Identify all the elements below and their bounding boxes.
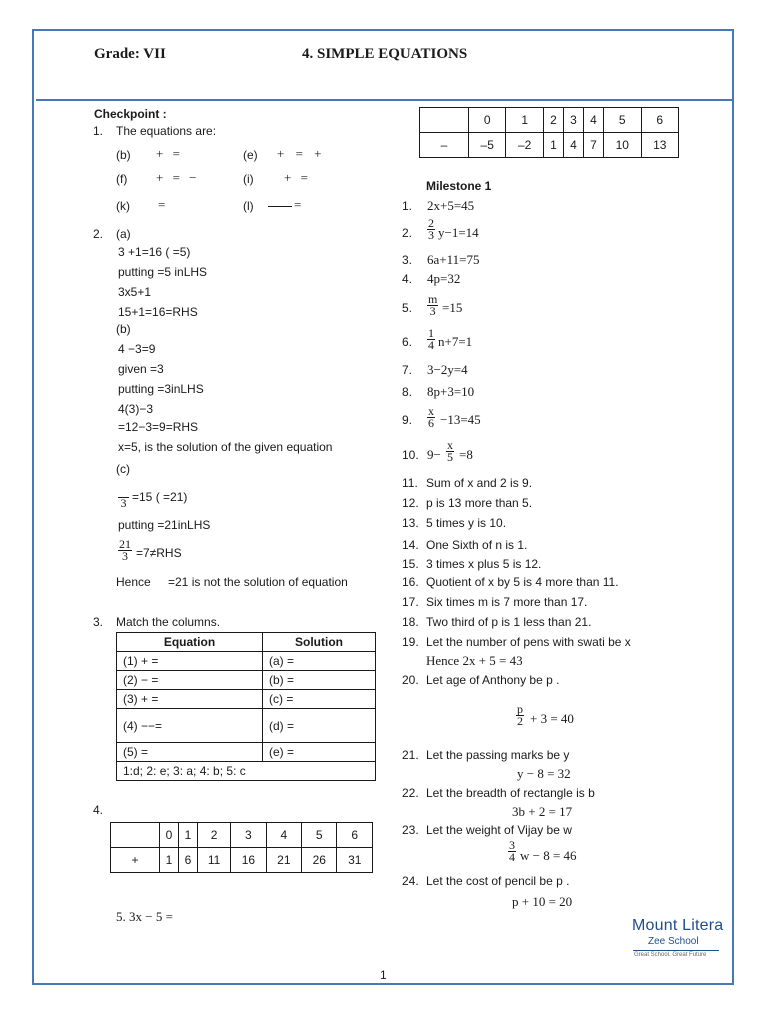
q2-c-fraction-2 xyxy=(118,539,132,562)
q2-b-line: 4 −3=9 xyxy=(118,342,156,356)
fraction-numerator: 2 xyxy=(428,216,434,230)
milestone-text: y − 8 = 32 xyxy=(517,766,571,781)
q2-b-line: given =3 xyxy=(118,362,164,376)
milestone-text: Hence 2x + 5 = 43 xyxy=(426,653,523,668)
milestone-number: 19. xyxy=(402,635,419,649)
q1-eq-f: + = − xyxy=(156,170,197,185)
school-logo-tagline: Great School. Great Future xyxy=(634,952,707,958)
match-solution: (a) = xyxy=(263,652,376,671)
q2-label-c: (c) xyxy=(116,462,130,476)
milestone-text: 4p=32 xyxy=(427,271,461,286)
milestone-text: + 3 = 40 xyxy=(530,711,574,726)
milestone-fraction xyxy=(427,406,435,429)
milestone-number: 23. xyxy=(402,823,419,837)
q2-c-line: =7≠RHS xyxy=(136,546,182,560)
q1-fraction-bar xyxy=(268,206,292,207)
milestone-text: 3−2y=4 xyxy=(427,362,468,377)
q2-a-line: putting =5 inLHS xyxy=(118,265,208,279)
milestone-text: =15 xyxy=(442,300,463,315)
match-solution: (b) = xyxy=(263,671,376,690)
match-equation: (2) − = xyxy=(117,671,263,690)
q2-a-line: 3 +1=16 ( =5) xyxy=(118,245,191,259)
right-top-cell: 1 xyxy=(506,108,543,133)
match-header-equation: Equation xyxy=(117,633,263,652)
q1-label-i: (i) xyxy=(243,172,254,186)
q4-top-cell: 1 xyxy=(178,823,197,848)
q4-bottom-cell: 26 xyxy=(302,848,337,873)
q2-a-line: 15+1=16=RHS xyxy=(118,305,198,319)
milestone-text: Quotient of x by 5 is 4 more than 11. xyxy=(426,575,619,589)
fraction-denominator: 2 xyxy=(517,714,523,728)
milestone-text: 2x+5=45 xyxy=(427,198,475,213)
fraction-denominator: 5 xyxy=(447,450,453,464)
fraction-numerator: m xyxy=(428,292,438,306)
milestone-number: 16. xyxy=(402,575,419,589)
q4-top-cell: 6 xyxy=(337,823,373,848)
milestone-text: Two third of p is 1 less than 21. xyxy=(426,615,592,629)
q2-c-line: putting =21inLHS xyxy=(118,518,211,532)
q1-eq-l: = xyxy=(294,197,302,212)
fraction-numerator: 1 xyxy=(428,326,434,340)
right-bottom-cell: 4 xyxy=(563,133,583,158)
right-top-cell: 4 xyxy=(584,108,604,133)
match-solution: (c) = xyxy=(263,690,376,709)
logo-divider xyxy=(633,950,719,951)
q4-top-cell: 4 xyxy=(266,823,301,848)
page-title: 4. SIMPLE EQUATIONS xyxy=(302,46,468,62)
fraction-numerator: x xyxy=(447,438,453,452)
milestone-number: 6. xyxy=(402,335,413,349)
q2-c2-numerator: 21 xyxy=(119,537,131,551)
q4-bottom-cell: 6 xyxy=(178,848,197,873)
milestone-fraction xyxy=(508,840,516,863)
milestone-number: 17. xyxy=(402,595,419,609)
milestone-text: n+7=1 xyxy=(438,334,473,349)
right-top-cell: 5 xyxy=(604,108,641,133)
milestone-number: 24. xyxy=(402,874,419,888)
milestone-text: −13=45 xyxy=(440,412,481,427)
milestone-text: y−1=14 xyxy=(438,225,479,240)
milestone-fraction xyxy=(516,704,524,727)
milestone-text: p + 10 = 20 xyxy=(512,894,573,909)
milestone-text: Let the cost of pencil be p . xyxy=(426,874,570,888)
fraction-denominator: 6 xyxy=(428,416,434,430)
milestone-text: Let the weight of Vijay be w xyxy=(426,823,572,837)
milestone-number: 5. xyxy=(402,301,413,315)
milestone-number: 20. xyxy=(402,673,419,687)
fraction-numerator: x xyxy=(428,404,434,418)
q4-bottom-cell: 31 xyxy=(337,848,373,873)
q4-table xyxy=(110,822,373,873)
milestone-number: 15. xyxy=(402,557,419,571)
match-table xyxy=(116,632,376,781)
q1-label-f: (f) xyxy=(116,172,128,186)
milestone-text: 6a+11=75 xyxy=(427,252,480,267)
q1-eq-i: + = xyxy=(284,170,308,185)
q1-label-l: (l) xyxy=(243,199,254,213)
q3-number: 3. xyxy=(93,615,104,629)
q5-text: 5. 3x − 5 = xyxy=(116,909,173,924)
milestone-number: 14. xyxy=(402,538,419,552)
right-bottom-cell: 10 xyxy=(604,133,641,158)
right-row-label: – xyxy=(420,133,469,158)
q2-b-line: 4(3)−3 xyxy=(118,402,154,416)
milestone-number: 1. xyxy=(402,199,413,213)
q2-c-conclusion: =21 is not the solution of equation xyxy=(168,575,348,589)
q2-label-a: (a) xyxy=(116,227,131,241)
q4-bottom-cell: 11 xyxy=(197,848,230,873)
q4-top-cell: 2 xyxy=(197,823,230,848)
milestone-number: 8. xyxy=(402,385,413,399)
q4-top-cell: 0 xyxy=(160,823,179,848)
match-equation: (5) = xyxy=(117,743,263,762)
match-header-solution: Solution xyxy=(263,633,376,652)
q1-eq-k: = xyxy=(158,197,166,212)
q4-top-cell: 3 xyxy=(231,823,266,848)
milestone-text: =8 xyxy=(459,447,473,462)
milestone-number: 2. xyxy=(402,226,413,240)
q1-label-k: (k) xyxy=(116,199,130,213)
q4-bottom-cell: 1 xyxy=(160,848,179,873)
q2-b-line: putting =3inLHS xyxy=(118,382,204,396)
milestone-number: 12. xyxy=(402,496,419,510)
milestone-text: Let age of Anthony be p . xyxy=(426,673,560,687)
q1-label-e: (e) xyxy=(243,148,258,162)
milestone-text: 3 times x plus 5 is 12. xyxy=(426,557,542,571)
milestone-text: One Sixth of n is 1. xyxy=(426,538,528,552)
checkpoint-title: Checkpoint : xyxy=(94,107,167,121)
milestone-prefix: 9− xyxy=(427,447,441,462)
milestone-text: 8p+3=10 xyxy=(427,384,475,399)
fraction-denominator: 4 xyxy=(428,338,434,352)
milestone-number: 3. xyxy=(402,253,413,267)
milestone-fraction xyxy=(446,440,454,463)
milestone-text: w − 8 = 46 xyxy=(520,848,577,863)
school-logo-name: Mount Litera xyxy=(632,917,724,934)
right-bottom-cell: –5 xyxy=(469,133,506,158)
right-top-cell: 6 xyxy=(641,108,679,133)
milestone-text: Six times m is 7 more than 17. xyxy=(426,595,588,609)
header-rule xyxy=(36,99,732,101)
q2-c-hence: Hence xyxy=(116,575,151,589)
match-equation: (3) + = xyxy=(117,690,263,709)
fraction-denominator: 3 xyxy=(429,304,436,318)
match-equation: (4) −−= xyxy=(117,709,263,743)
milestone-text: Let the breadth of rectangle is b xyxy=(426,786,595,800)
grade-label: Grade: VII xyxy=(94,46,166,62)
q2-b-line: =12−3=9=RHS xyxy=(118,420,199,434)
milestone-number: 11. xyxy=(402,476,418,490)
q2-c-line: =15 ( =21) xyxy=(132,490,188,504)
q4-bottom-cell: 21 xyxy=(266,848,301,873)
q4-number: 4. xyxy=(93,803,104,817)
q4-bottom-cell: 16 xyxy=(231,848,266,873)
right-table-corner xyxy=(420,108,469,133)
milestone-number: 7. xyxy=(402,363,413,377)
milestone-number: 21. xyxy=(402,748,419,762)
q2-c-fraction xyxy=(118,486,129,509)
q2-number: 2. xyxy=(93,227,104,241)
fraction-numerator: p xyxy=(517,702,523,716)
milestone-title: Milestone 1 xyxy=(426,179,492,193)
fraction-numerator: 3 xyxy=(509,838,515,852)
right-table xyxy=(419,107,679,158)
school-logo-sub: Zee School xyxy=(648,936,699,947)
milestone-number: 22. xyxy=(402,786,419,800)
right-top-cell: 0 xyxy=(469,108,506,133)
match-answer: 1:d; 2: e; 3: a; 4: b; 5: c xyxy=(117,762,376,781)
milestone-fraction xyxy=(427,294,438,317)
right-bottom-cell: 1 xyxy=(543,133,563,158)
milestone-number: 9. xyxy=(402,413,413,427)
q1-number: 1. xyxy=(93,124,104,138)
q1-eq-b: + = xyxy=(156,146,180,161)
q2-a-line: 3x5+1 xyxy=(118,285,152,299)
q2-c-denominator: 3 xyxy=(120,496,127,510)
q2-b-line: x=5, is the solution of the given equation xyxy=(118,440,333,454)
fraction-denominator: 4 xyxy=(509,850,515,864)
match-equation: (1) + = xyxy=(117,652,263,671)
milestone-text: 3b + 2 = 17 xyxy=(512,804,573,819)
q2-c2-denominator: 3 xyxy=(122,549,128,563)
right-top-cell: 2 xyxy=(543,108,563,133)
milestone-text: 5 times y is 10. xyxy=(426,516,507,530)
right-bottom-cell: –2 xyxy=(506,133,543,158)
q2-label-b: (b) xyxy=(116,322,131,336)
page-number: 1 xyxy=(380,968,387,982)
match-solution: (d) = xyxy=(263,709,376,743)
q4-row-label: + xyxy=(111,848,160,873)
milestone-text: Let the number of pens with swati be x xyxy=(426,635,631,649)
q4-corner xyxy=(111,823,160,848)
milestone-number: 18. xyxy=(402,615,419,629)
right-bottom-cell: 13 xyxy=(641,133,679,158)
milestone-fraction xyxy=(427,328,435,351)
q4-top-cell: 5 xyxy=(302,823,337,848)
q1-text: The equations are: xyxy=(116,124,217,138)
right-top-cell: 3 xyxy=(563,108,583,133)
q3-text: Match the columns. xyxy=(116,615,221,629)
match-solution: (e) = xyxy=(263,743,376,762)
milestone-number: 10. xyxy=(402,448,419,462)
milestone-number: 4. xyxy=(402,272,413,286)
milestone-number: 13. xyxy=(402,516,419,530)
right-bottom-cell: 7 xyxy=(584,133,604,158)
milestone-text: Let the passing marks be y xyxy=(426,748,570,762)
fraction-denominator: 3 xyxy=(428,228,434,242)
q1-label-b: (b) xyxy=(116,148,131,162)
milestone-text: p is 13 more than 5. xyxy=(426,496,533,510)
milestone-fraction xyxy=(427,218,435,241)
milestone-text: Sum of x and 2 is 9. xyxy=(426,476,533,490)
q1-eq-e: + = + xyxy=(277,146,322,161)
